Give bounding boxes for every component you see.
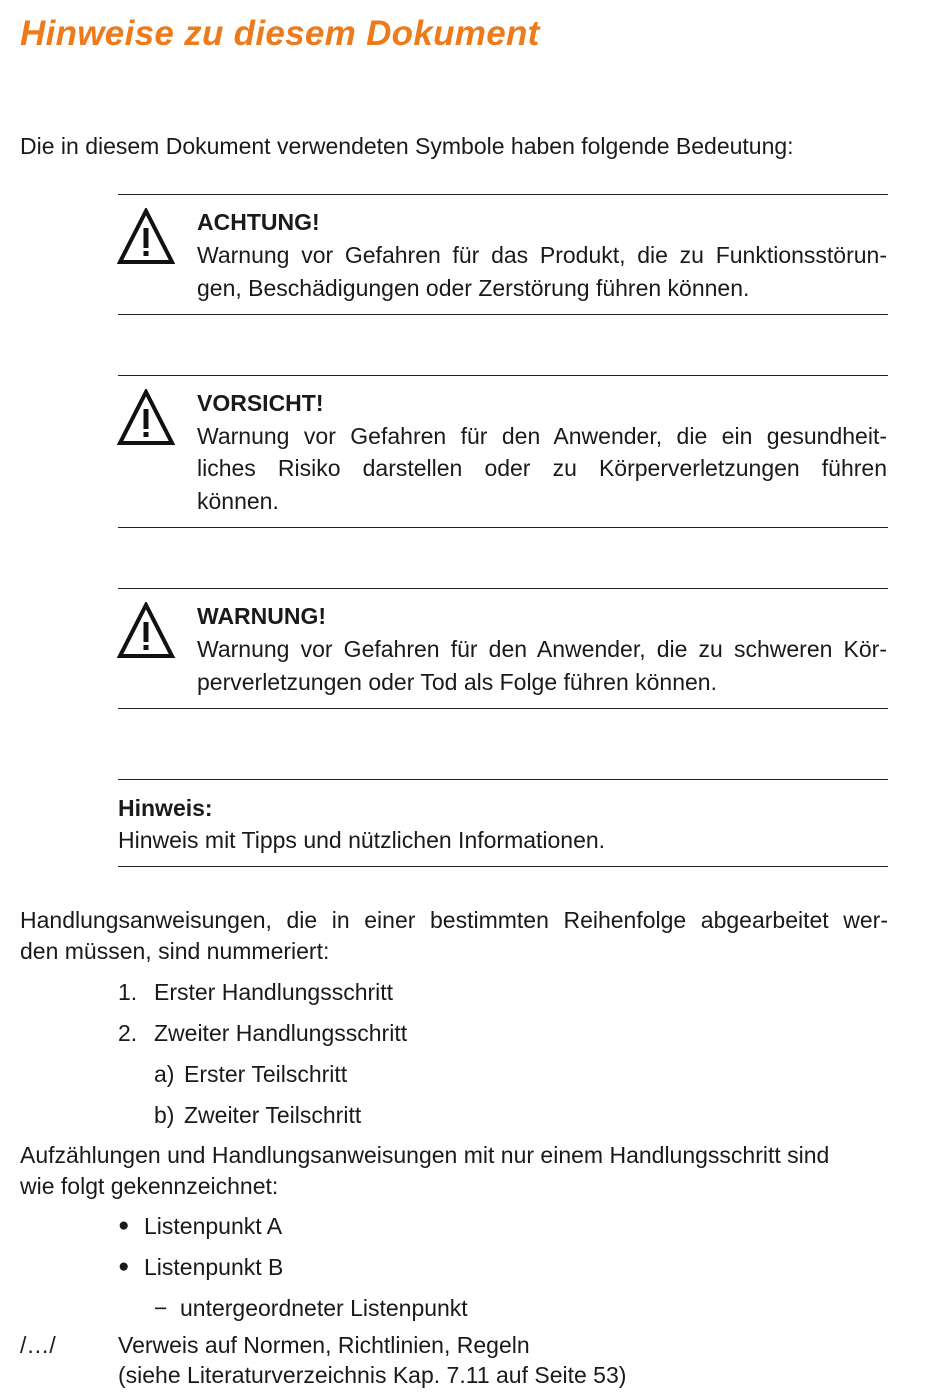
bullet-intro-line: wie folgt gekennzeichnet: xyxy=(20,1173,279,1199)
intro-text: Die in diesem Dokument verwendeten Symbole haben folgende Bedeutung: xyxy=(20,133,794,159)
reference-marker: /…/ xyxy=(20,1332,56,1358)
divider xyxy=(118,588,888,589)
warning-triangle-icon xyxy=(117,602,175,660)
notice-title: WARNUNG! xyxy=(197,603,327,629)
notice-title: Hinweis: xyxy=(118,795,213,821)
notice-text-line: Warnung vor Gefahren für den Anwender, die zu schweren Kör- xyxy=(197,636,887,662)
dash-icon: − xyxy=(154,1295,168,1321)
notice-text-line: können. xyxy=(197,488,279,514)
bullet-icon: ● xyxy=(118,1256,130,1277)
notice-title: ACHTUNG! xyxy=(197,209,320,235)
notice-title: VORSICHT! xyxy=(197,390,324,416)
reference-text-line: Verweis auf Normen, Richtlinien, Regeln xyxy=(118,1332,530,1358)
divider xyxy=(118,708,888,709)
list-item: Erster Handlungsschritt xyxy=(154,979,394,1005)
list-item: Erster Teilschritt xyxy=(184,1061,348,1087)
divider xyxy=(118,375,888,376)
numbered-intro-line: den müssen, sind nummeriert: xyxy=(20,938,330,964)
notice-text-line: Hinweis mit Tipps und nützlichen Informationen. xyxy=(118,827,606,853)
list-item: Listenpunkt B xyxy=(144,1254,284,1280)
numbered-intro-line: Handlungsanweisungen, die in einer bestimmten Reihenfolge abgearbeitet wer- xyxy=(20,907,888,933)
list-marker: 1. xyxy=(118,979,138,1005)
list-item: untergeordneter Listenpunkt xyxy=(180,1295,468,1321)
notice-text-line: Warnung vor Gefahren für das Produkt, die zu Funktionsstörun- xyxy=(197,242,887,268)
page-title: Hinweise zu diesem Dokument xyxy=(20,14,540,53)
notice-text-line: perverletzungen oder Tod als Folge führen können. xyxy=(197,669,717,695)
notice-text-line: Warnung vor Gefahren für den Anwender, die ein gesundheit- xyxy=(197,423,887,449)
notice-text-line: gen, Beschädigungen oder Zerstörung führen können. xyxy=(197,275,750,301)
list-marker: b) xyxy=(154,1102,175,1128)
divider xyxy=(118,194,888,195)
bullet-icon: ● xyxy=(118,1215,130,1236)
divider xyxy=(118,527,888,528)
divider xyxy=(118,866,888,867)
warning-triangle-icon xyxy=(117,389,175,447)
warning-triangle-icon xyxy=(117,208,175,266)
list-item: Zweiter Teilschritt xyxy=(184,1102,362,1128)
divider xyxy=(118,779,888,780)
notice-text-line: liches Risiko darstellen oder zu Körperverletzungen führen xyxy=(197,455,887,481)
bullet-intro-line: Aufzählungen und Handlungsanweisungen mit nur einem Handlungsschritt sind xyxy=(20,1142,830,1168)
reference-text-line: (siehe Literaturverzeichnis Kap. 7.11 auf Seite 53) xyxy=(118,1362,627,1388)
list-item: Listenpunkt A xyxy=(144,1213,283,1239)
list-marker: a) xyxy=(154,1061,175,1087)
list-item: Zweiter Handlungsschritt xyxy=(154,1020,408,1046)
list-marker: 2. xyxy=(118,1020,138,1046)
divider xyxy=(118,314,888,315)
